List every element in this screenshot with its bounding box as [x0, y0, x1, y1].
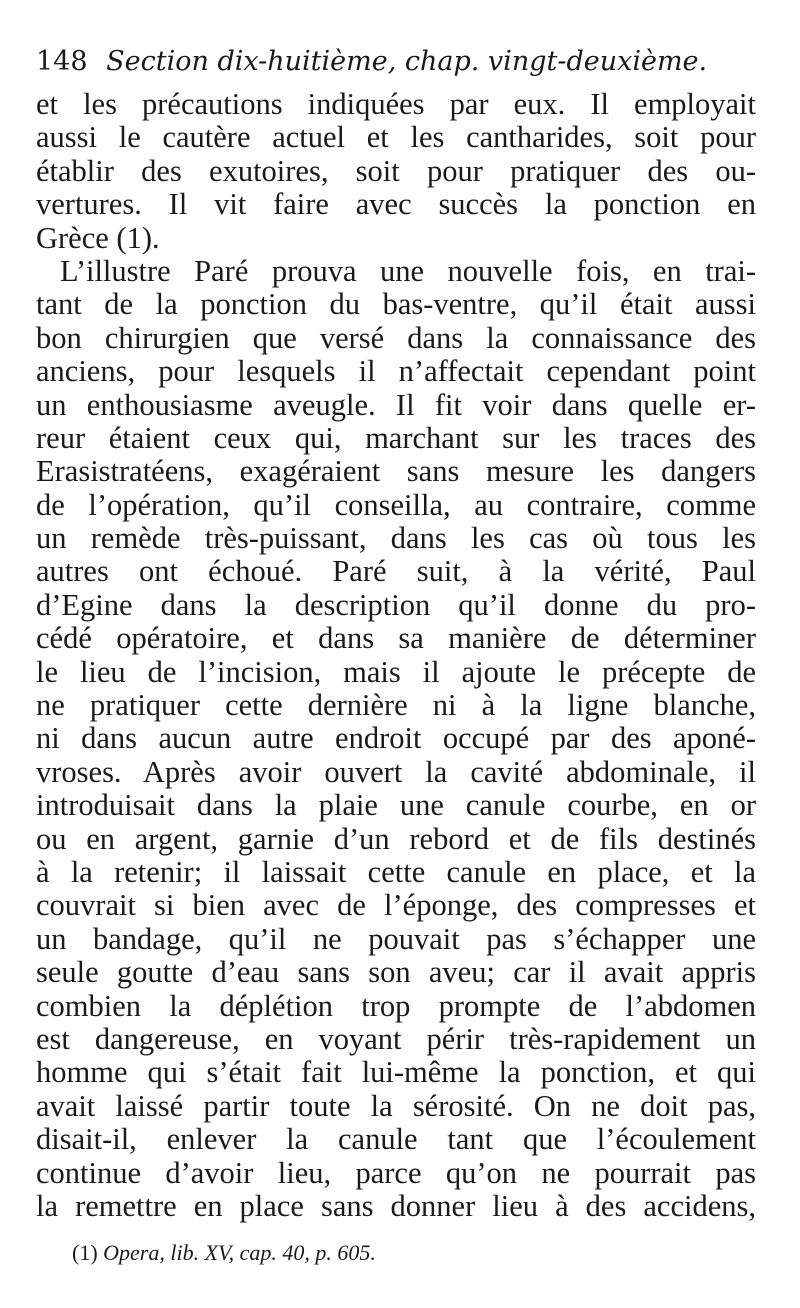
- text-line: avait laissé partir toute la sérosité. On ne doit pas,: [36, 1089, 756, 1123]
- text-line: d’Egine dans la description qu’il donne du pro-: [36, 588, 756, 622]
- footnote: [72, 1238, 752, 1268]
- text-line: disait-il, enlever la canule tant que l’écoulement: [36, 1123, 756, 1157]
- text-line: ou en argent, garnie d’un rebord et de fils destinés: [36, 822, 756, 856]
- text-line: autres ont échoué. Paré suit, à la vérité, Paul: [36, 555, 756, 589]
- running-header: [36, 42, 756, 82]
- text-line: Erasistratéens, exagéraient sans mesure les dangers: [36, 455, 756, 489]
- footnote-page: p. 605.: [315, 1240, 376, 1265]
- text-line: et les précautions indiquées par eux. Il employait: [36, 88, 756, 121]
- footnote-book: lib. XV,: [170, 1240, 235, 1265]
- text-line: est dangereuse, en voyant périr très-rapidement un: [36, 1022, 756, 1056]
- text-line: un bandage, qu’il ne pouvait pas s’échapper une: [36, 922, 756, 956]
- text-line: homme qui s’était fait lui-même la ponction, et qui: [36, 1056, 756, 1090]
- text-line: ne pratiquer cette dernière ni à la ligne blanche,: [36, 689, 756, 723]
- text-line: combien la déplétion trop prompte de l’abdomen: [36, 989, 756, 1023]
- text-line: introduisait dans la plaie une canule courbe, en or: [36, 789, 756, 823]
- page-number: 148: [36, 46, 88, 77]
- text-line: cédé opératoire, et dans sa manière de déterminer: [36, 622, 756, 656]
- text-line: L’illustre Paré prouva une nouvelle fois, en trai-: [60, 254, 756, 288]
- text-line: couvrait si bien avec de l’éponge, des compresses et: [36, 889, 756, 923]
- text-line: anciens, pour lesquels il n’affectait cependant point: [36, 355, 756, 389]
- text-line: continue d’avoir lieu, parce qu’on ne pourrait pas: [36, 1156, 756, 1190]
- text-line: reur étaient ceux qui, marchant sur les traces des: [36, 421, 756, 455]
- text-line: la remettre en place sans donner lieu à des accidens,: [36, 1189, 756, 1223]
- body-text: [36, 88, 756, 1223]
- text-line: Grèce (1).: [36, 221, 160, 255]
- text-line: de l’opération, qu’il conseilla, au contraire, comme: [36, 488, 756, 522]
- footnote-work: Opera,: [103, 1240, 165, 1265]
- text-line: établir des exutoires, soit pour pratiquer des ou-: [36, 154, 756, 188]
- text-line: le lieu de l’incision, mais il ajoute le précepte de: [36, 655, 756, 689]
- text-line: vertures. Il vit faire avec succès la ponction en: [36, 188, 756, 222]
- text-line: un remède très-puissant, dans les cas où tous les: [36, 522, 756, 556]
- text-line: ni dans aucun autre endroit occupé par des aponé-: [36, 722, 756, 756]
- text-line: seule goutte d’eau sans son aveu; car il avait appris: [36, 956, 756, 990]
- footnote-marker: (1): [72, 1240, 98, 1265]
- text-line: vroses. Après avoir ouvert la cavité abdominale, il: [36, 755, 756, 789]
- text-line: aussi le cautère actuel et les cantharides, soit pour: [36, 121, 756, 155]
- running-title: Section dix-huitième, chap. vingt-deuxième.: [106, 46, 708, 77]
- text-line: bon chirurgien que versé dans la connaissance des: [36, 321, 756, 355]
- text-line: à la retenir; il laissait cette canule en place, et la: [36, 855, 756, 889]
- footnote-chapter: cap. 40,: [239, 1240, 310, 1265]
- text-line: tant de la ponction du bas-ventre, qu’il était aussi: [36, 288, 756, 322]
- text-line: un enthousiasme aveugle. Il fit voir dans quelle er-: [36, 388, 756, 422]
